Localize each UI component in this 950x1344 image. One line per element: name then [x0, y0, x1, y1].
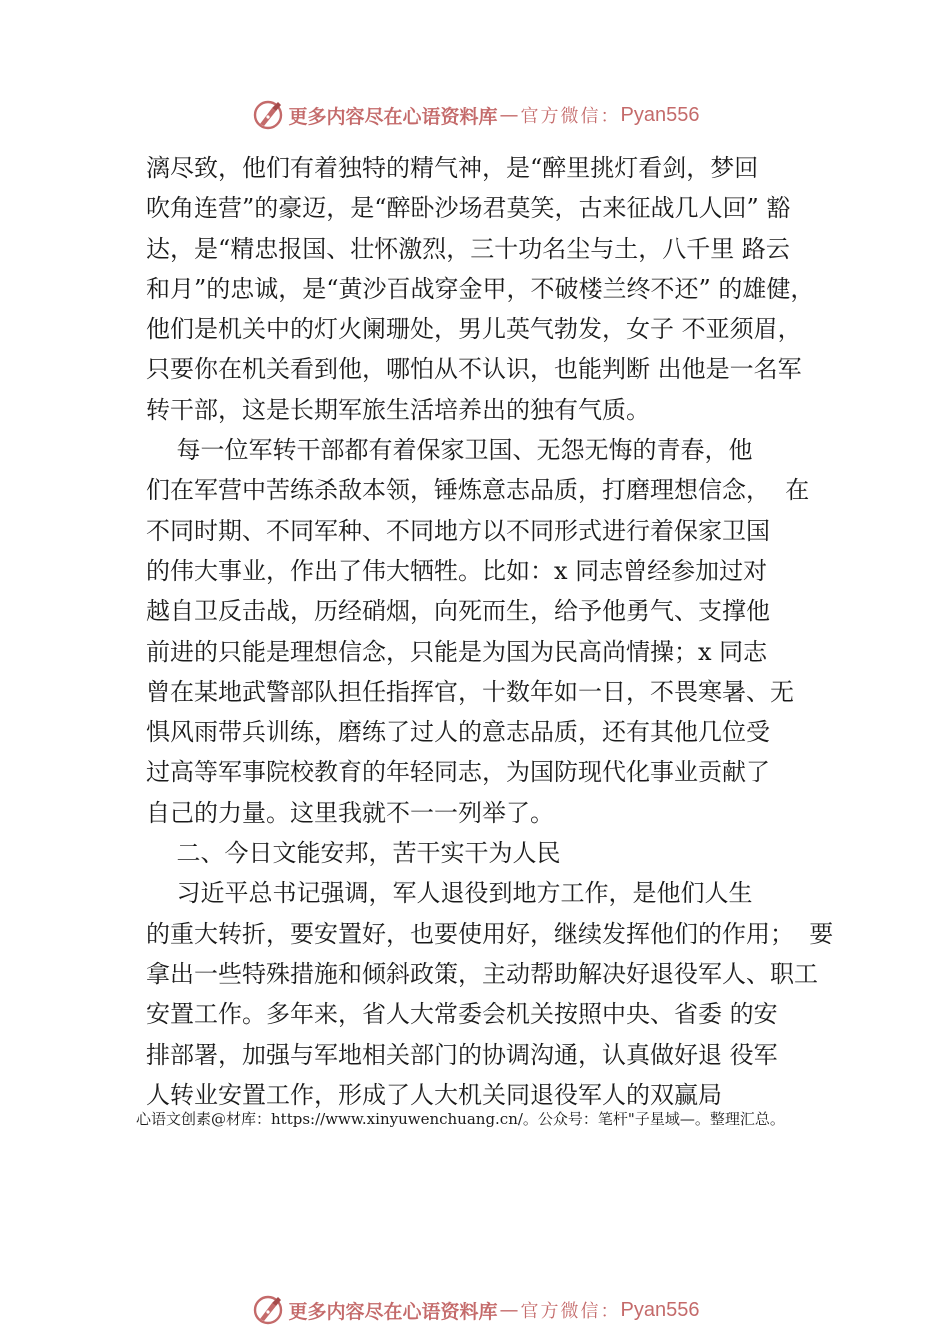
document-body: [146, 148, 846, 1115]
body-line: 拿出一些特殊措施和倾斜政策，主动帮助解决好退役军人、职工: [146, 959, 818, 988]
source-footnote: 心语文创素@材库：https://www.xinyuwenchuang.cn/。公众号：笔杆"子星域—。整理汇总。: [136, 1110, 785, 1128]
body-line: 越自卫反击战，历经硝烟，向死而生，给予他勇气、支撑他: [146, 597, 770, 626]
body-line: 过高等军事院校教育的年轻同志，为国防现代化事业贡献了: [146, 758, 770, 787]
banner-wechat-label: 官方微信：: [520, 106, 621, 127]
fountain-pen-logo-icon: [251, 98, 285, 132]
body-line: 安置工作。多年来，省人大常委会机关按照中央、省委 的安: [146, 1000, 778, 1029]
body-line: 漓尽致，他们有着独特的精气神，是“醉里挑灯看剑，梦回: [146, 154, 759, 182]
body-line: 曾在某地武警部队担任指挥官，十数年如一日，不畏寒暑、无: [146, 677, 794, 706]
body-line: 他们是机关中的灯火阑珊处，男儿英气勃发，女子 不亚须眉，: [146, 315, 802, 344]
body-line: 排部署，加强与军地相关部门的协调沟通，认真做好退 役军: [146, 1040, 778, 1069]
header-banner: [0, 95, 950, 135]
body-line: 吹角连营”的豪迈，是“醉卧沙场君莫笑，古来征战几人回” 豁: [146, 194, 791, 223]
body-line: 惧风雨带兵训练，磨练了过人的意志品质，还有其他几位受: [146, 718, 770, 747]
banner-brand-text: 更多内容尽在心语资料库: [288, 105, 498, 128]
body-line: 和月”的忠诚，是“黄沙百战穿金甲，不破楼兰终不还” 的雄健，: [146, 274, 815, 303]
body-line: 只要你在机关看到他，哪怕从不认识，也能判断 出他是一名军: [146, 355, 802, 384]
body-line: 的伟大事业，作出了伟大牺牲。比如：x 同志曾经参加过对: [146, 556, 768, 585]
body-line: 们在军营中苦练杀敌本领，锤炼意志品质，打磨理想信念， 在: [146, 476, 810, 505]
footer-banner: [0, 1290, 950, 1330]
body-line: 达，是“精忠报国、壮怀激烈，三十功名尘与土，八千里 路云: [146, 234, 790, 263]
banner-dash: —: [499, 104, 519, 126]
body-line: 的重大转折，要安置好，也要使用好，继续发挥他们的作用； 要: [146, 919, 834, 948]
body-line: 自己的力量。这里我就不一一列举了。: [146, 798, 554, 827]
body-line: 不同时期、不同军种、不同地方以不同形式进行着保家卫国: [146, 516, 770, 545]
banner-dash: —: [499, 1299, 519, 1321]
banner-wechat-handle: Pyan556: [620, 103, 700, 126]
fountain-pen-logo-icon: [251, 1293, 285, 1327]
banner-brand-text: 更多内容尽在心语资料库: [288, 1300, 498, 1323]
body-line: 转干部，这是长期军旅生活培养出的独有气质。: [146, 395, 650, 424]
section-heading: 二、今日文能安邦，苦干实干为人民: [146, 839, 561, 868]
body-line: 人转业安置工作，形成了人大机关同退役军人的双赢局: [146, 1080, 722, 1109]
banner-wechat-handle: Pyan556: [620, 1298, 700, 1321]
body-line: 每一位军转干部都有着保家卫国、无怨无悔的青春，他: [146, 436, 753, 465]
banner-wechat-label: 官方微信：: [520, 1301, 621, 1322]
body-line: 前进的只能是理想信念，只能是为国为民高尚情操；x 同志: [146, 637, 768, 666]
body-line: 习近平总书记强调，军人退役到地方工作，是他们人生: [146, 879, 753, 908]
